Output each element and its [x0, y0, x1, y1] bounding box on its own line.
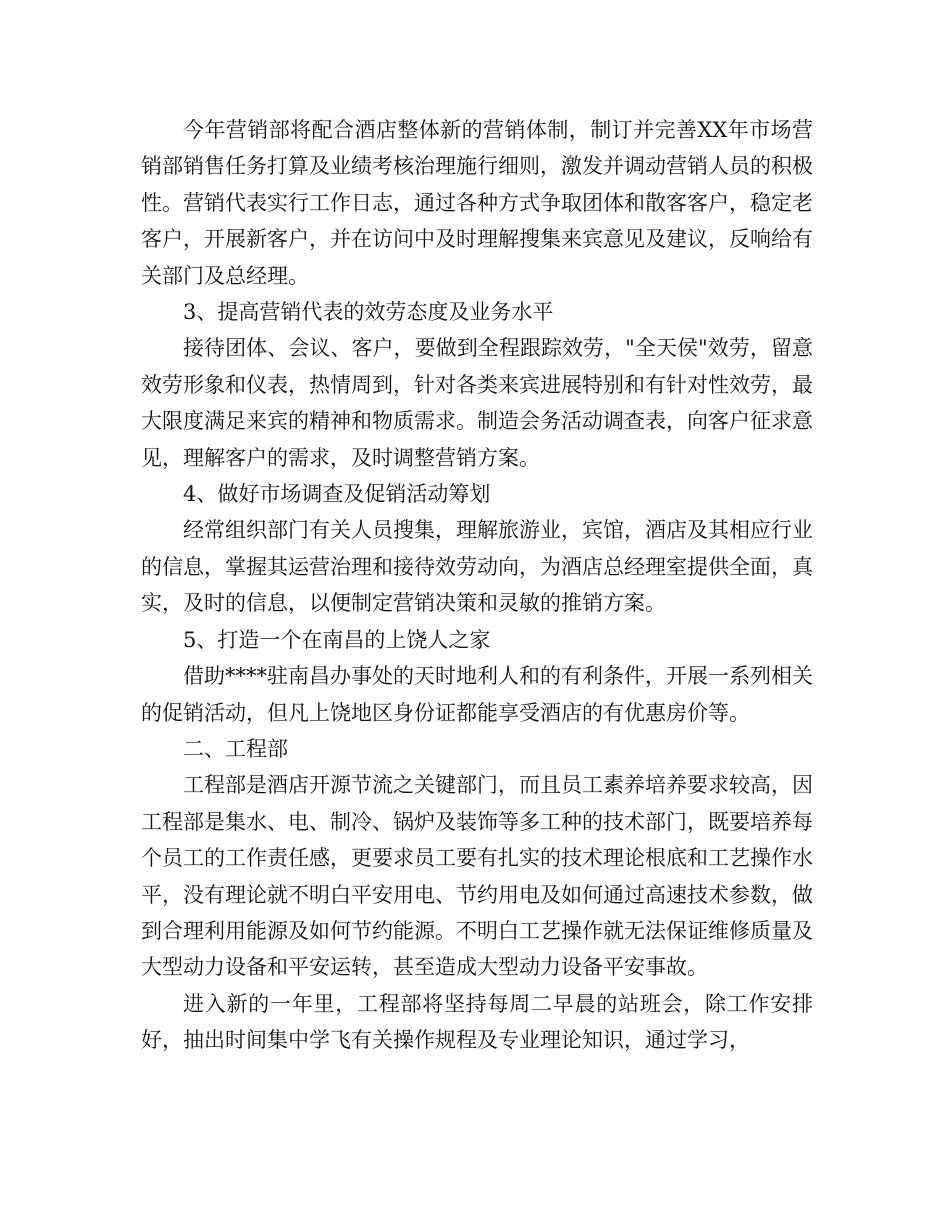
paragraph-shangrao-home: 借助****驻南昌办事处的天时地利人和的有利条件，开展一系列相关的促销活动，但凡上饶地区身份证都能享受酒店的有优惠房价等。 — [141, 664, 813, 725]
heading-market-research: 4、做好市场调查及促销活动筹划 — [183, 482, 491, 507]
paragraph-market-research: 经常组织部门有关人员搜集，理解旅游业，宾馆，酒店及其相应行业的信息，掌握其运营治理和接待效劳动向，为酒店总经理室提供全面，真实，及时的信息，以便制定营销决策和灵敏的推销方案。 — [141, 518, 813, 616]
document-body — [141, 112, 813, 1059]
paragraph-new-year-plan: 进入新的一年里，工程部将坚持每周二早晨的站班会，除工作安排好，抽出时间集中学飞有关操作规程及专业理论知识，通过学习， — [141, 991, 813, 1053]
paragraph-reception-service: 接待团体、会议、客户，要做到全程跟踪效劳，"全天侯"效劳，留意效劳形象和仪表，热情周到，针对各类来宾进展特别和有针对性效劳，最大限度满足来宾的精神和物质需求。制造会务活动调查表，向客户征求意见，理解客户的需求，及时调整营销方案。 — [141, 336, 813, 470]
heading-engineering-dept: 二、工程部 — [183, 736, 288, 761]
heading-shangrao-home: 5、打造一个在南昌的上饶人之家 — [183, 627, 491, 652]
paragraph-engineering-dept: 工程部是酒店开源节流之关键部门，而且员工素养培养要求较高，因工程部是集水、电、制冷、锅炉及装饰等多工种的技术部门，既要培养每个员工的工作责任感，更要求员工要有扎实的技术理论根底和工艺操作水平，没有理论就不明白平安用电、节约用电及如何通过高速技术参数，做到合理利用能源及如何节约能源。不明白工艺操作就无法保证维修质量及大型动力设备和平安运转，甚至造成大型动力设备平安事故。 — [141, 773, 813, 980]
paragraph-marketing-plan: 今年营销部将配合酒店整体新的营销体制，制订并完善XX年市场营销部销售任务打算及业绩考核治理施行细则，激发并调动营销人员的积极性。营销代表实行工作日志，通过各种方式争取团体和散客客户，稳定老客户，开展新客户，并在访问中及时理解搜集来宾意见及建议，反响给有关部门及总经理。 — [141, 118, 813, 288]
heading-service-level: 3、提高营销代表的效劳态度及业务水平 — [183, 300, 554, 325]
